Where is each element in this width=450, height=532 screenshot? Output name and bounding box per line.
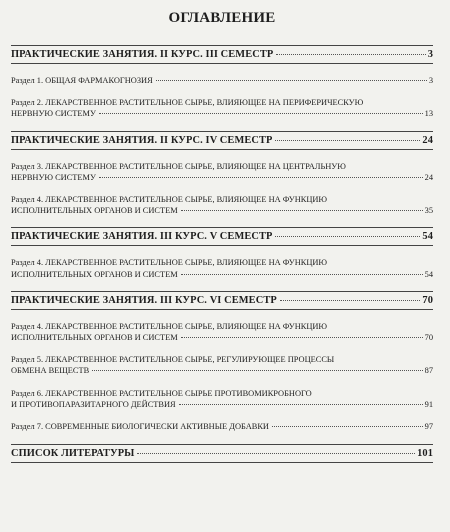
toc-subsection (11, 354, 433, 376)
toc-sub-text: И ПРОТИВОПАРАЗИТАРНОГО ДЕЙСТВИЯ (11, 399, 176, 409)
toc-line (11, 399, 433, 410)
toc-sub-text: Раздел 5. ЛЕКАРСТВЕННОЕ РАСТИТЕЛЬНОЕ СЫРЬЕ, РЕГУЛИРУЮЩЕЕ ПРОЦЕССЫ (11, 355, 335, 365)
toc-line (11, 448, 433, 459)
dot-leader (272, 426, 423, 427)
toc-section-text: ПРАКТИЧЕСКИЕ ЗАНЯТИЯ. III КУРС. V СЕМЕСТР (11, 231, 273, 243)
toc-subsection (11, 257, 433, 279)
toc-sub-text: ОБМЕНА ВЕЩЕСТВ (11, 366, 90, 376)
toc-section-text: ПРАКТИЧЕСКИЕ ЗАНЯТИЯ. II КУРС. III СЕМЕСТР (11, 49, 274, 60)
toc-line (11, 421, 433, 432)
toc-page-number: 54 (422, 231, 433, 243)
toc-section-text: ПРАКТИЧЕСКИЕ ЗАНЯТИЯ. III КУРС. VI СЕМЕСТР (11, 294, 277, 306)
dot-leader (181, 274, 423, 275)
toc-page-number: 3 (428, 76, 433, 85)
toc-page-number: 54 (424, 269, 433, 279)
toc-sub-text: ИСПОЛНИТЕЛЬНЫХ ОРГАНОВ И СИСТЕМ (11, 333, 178, 343)
toc-line (11, 332, 433, 343)
toc-section-text: СПИСОК ЛИТЕРАТУРЫ (11, 448, 135, 460)
toc-section-heading (11, 45, 433, 64)
toc-page-number: 3 (427, 49, 433, 60)
toc-line (11, 135, 433, 146)
toc-line (11, 295, 433, 306)
toc-sub-text: НЕРВНУЮ СИСТЕМУ (11, 172, 96, 182)
dot-leader (276, 54, 425, 55)
toc-page-number: 101 (417, 448, 433, 460)
toc-page-number: 70 (422, 294, 433, 306)
dot-leader (280, 300, 421, 301)
toc-sub-text: НЕРВНУЮ СИСТЕМУ (11, 109, 96, 119)
toc-line (11, 172, 433, 183)
dot-leader (275, 236, 420, 237)
toc-sub-text: Раздел 2. ЛЕКАРСТВЕННОЕ РАСТИТЕЛЬНОЕ СЫРЬЕ, ВЛИЯЮЩЕЕ НА ПЕРИФЕРИЧЕСКУЮ (11, 98, 364, 108)
toc-page-number: 24 (422, 134, 433, 146)
dot-leader (99, 113, 423, 114)
toc-line (11, 49, 433, 60)
dot-leader (275, 140, 420, 141)
toc-sub-text: Раздел 7. СОВРЕМЕННЫЕ БИОЛОГИЧЕСКИ АКТИВНЫЕ ДОБАВКИ (11, 422, 269, 432)
toc-line (11, 108, 433, 119)
toc-sub-text: ИСПОЛНИТЕЛЬНЫХ ОРГАНОВ И СИСТЕМ (11, 269, 178, 279)
toc-subsection (11, 321, 433, 343)
toc-subsection (11, 97, 433, 119)
toc-page-number: 91 (424, 399, 433, 409)
toc-sub-text: Раздел 4. ЛЕКАРСТВЕННОЕ РАСТИТЕЛЬНОЕ СЫРЬЕ, ВЛИЯЮЩЕЕ НА ФУНКЦИЮ (11, 258, 328, 268)
toc-page-number: 35 (424, 206, 433, 216)
toc-list (11, 45, 433, 463)
toc-line (11, 365, 433, 376)
toc-section-text: ПРАКТИЧЕСКИЕ ЗАНЯТИЯ. II КУРС. IV СЕМЕСТР (11, 134, 273, 146)
toc-page-number: 97 (424, 422, 433, 432)
dot-leader (156, 80, 427, 81)
toc-sub-text: Раздел 4. ЛЕКАРСТВЕННОЕ РАСТИТЕЛЬНОЕ СЫРЬЕ, ВЛИЯЮЩЕЕ НА ФУНКЦИЮ (11, 195, 328, 205)
toc-section-heading (11, 227, 433, 246)
toc-sub-text: Раздел 6. ЛЕКАРСТВЕННОЕ РАСТИТЕЛЬНОЕ СЫРЬЕ ПРОТИВОМИКРОБНОГО (11, 388, 312, 398)
toc-page-number: 70 (424, 333, 433, 343)
toc-line (11, 75, 433, 86)
toc-final-heading (11, 444, 433, 463)
toc-sub-text: Раздел 1. ОБЩАЯ ФАРМАКОГНОЗИЯ (11, 76, 153, 85)
toc-line (11, 205, 433, 216)
dot-leader (181, 337, 423, 338)
toc-page-number: 24 (424, 172, 433, 182)
dot-leader (92, 370, 422, 371)
toc-page-number: 13 (424, 109, 433, 119)
page-title: ОГЛАВЛЕНИЕ (168, 10, 276, 26)
toc-subsection (11, 75, 433, 86)
toc-line (11, 269, 433, 280)
toc-page-number: 87 (424, 366, 433, 376)
toc-subsection (11, 421, 433, 432)
toc-section-heading (11, 291, 433, 310)
toc-sub-text: ИСПОЛНИТЕЛЬНЫХ ОРГАНОВ И СИСТЕМ (11, 206, 178, 216)
toc-subsection (11, 161, 433, 183)
dot-leader (99, 177, 423, 178)
dot-leader (179, 404, 423, 405)
dot-leader (181, 210, 423, 211)
toc-sub-text: Раздел 4. ЛЕКАРСТВЕННОЕ РАСТИТЕЛЬНОЕ СЫРЬЕ, ВЛИЯЮЩЕЕ НА ФУНКЦИЮ (11, 321, 328, 331)
toc-sub-text: Раздел 3. ЛЕКАРСТВЕННОЕ РАСТИТЕЛЬНОЕ СЫРЬЕ, ВЛИЯЮЩЕЕ НА ЦЕНТРАЛЬНУЮ (11, 161, 346, 171)
toc-section-heading (11, 131, 433, 150)
dot-leader (137, 453, 415, 454)
toc-subsection (11, 194, 433, 216)
toc-line (11, 231, 433, 242)
toc-subsection (11, 388, 433, 410)
